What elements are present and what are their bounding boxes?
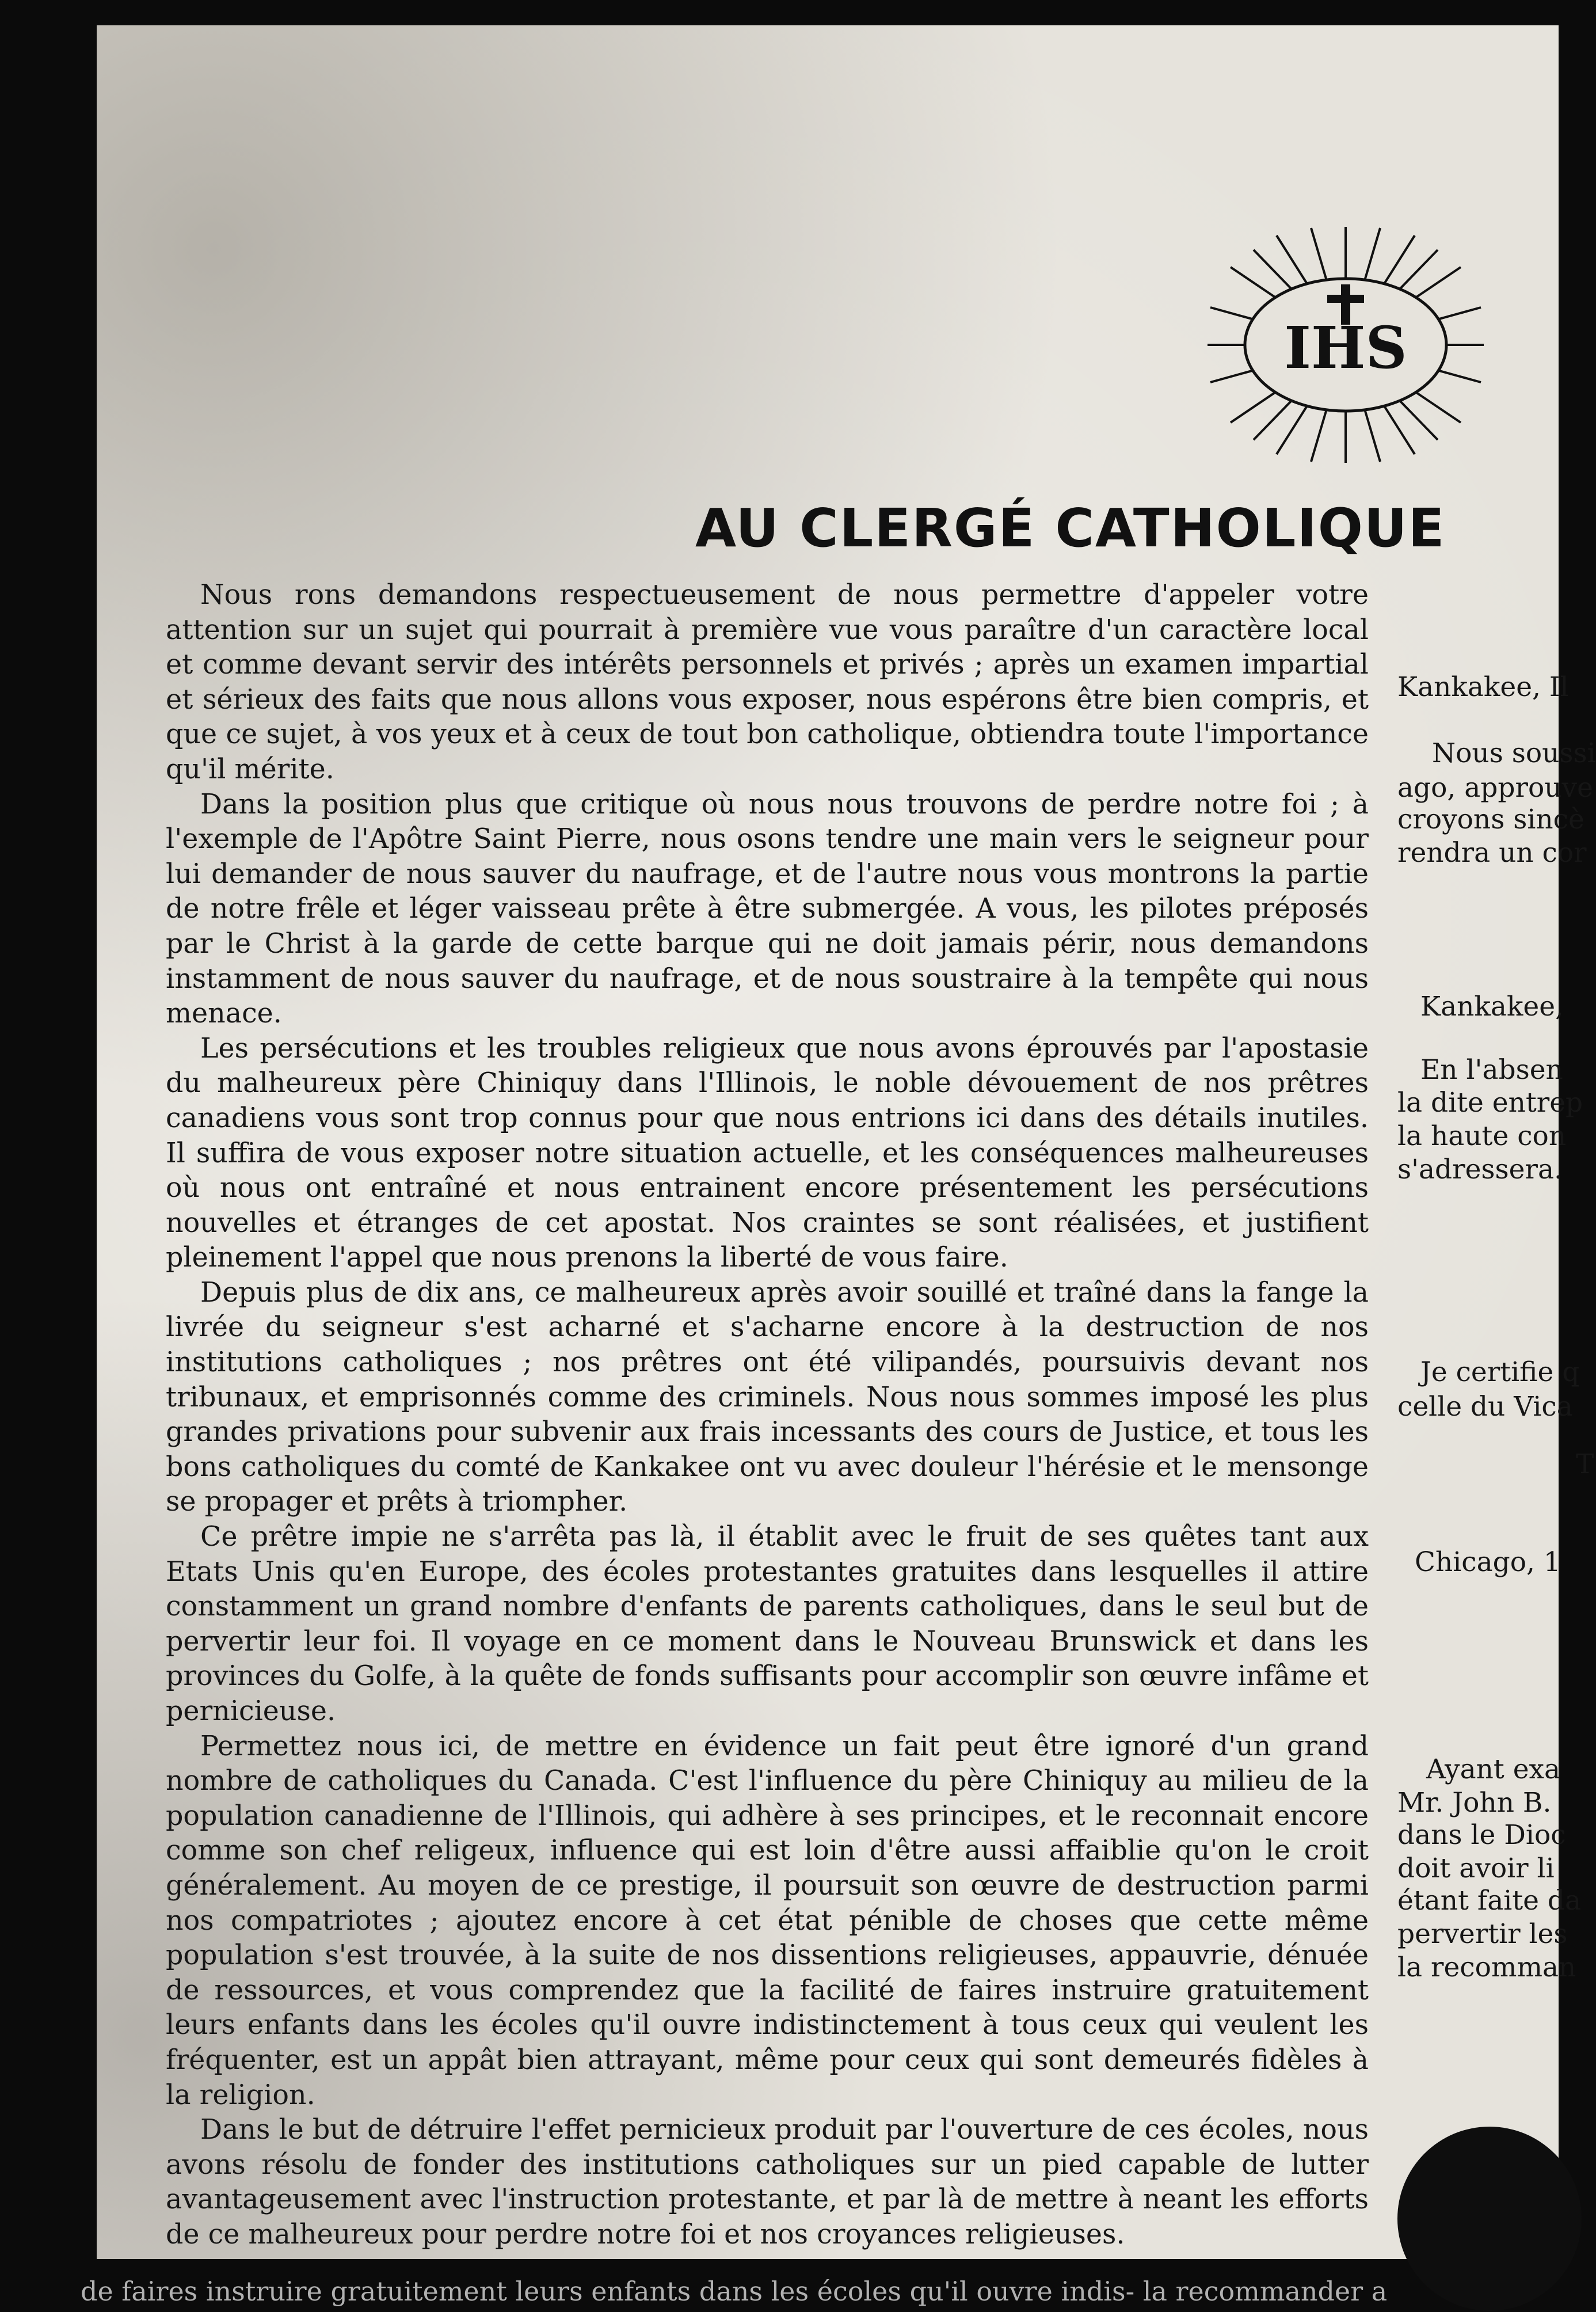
column-line: Je certifie q [1420,1356,1580,1388]
column-line: la dite entrep [1397,1087,1583,1119]
column-line: Ayant exa [1426,1754,1561,1785]
paragraph: Nous rons demandons respectueusement de nous permettre d'appeler votre attention sur un sujet qui pourrait à première vue vous paraître d'un caractère local et comme devant servir des intérêts personnels et privés ; après un examen impartial et sérieux des faits que nous allons vous exposer, nous espérons être bien compris, et que ce sujet, à vos yeux et à ceux de tout bon catholique, obtiendra toute l'importance qu'il mérite. [166,579,1369,785]
column-line: s'adressera. [1397,1154,1563,1185]
article-body [166,578,1369,2253]
column-line: Kankakee, Il [1397,671,1569,703]
column-line: dans le Dioc [1397,1819,1566,1851]
column-line: Nous soussi [1432,737,1596,769]
bleed-through-strip: de faires instruire gratuitement leurs enfants dans les écoles qu'il ouvre indis- la recommander a [81,2276,1388,2307]
column-line: doit avoir li [1397,1853,1555,1884]
column-line: ago, approuve [1397,772,1593,804]
column-line: rendra un cor [1397,837,1587,869]
ihs-monogram: IHS [1284,314,1407,382]
column-line: Kankakee, [1420,991,1564,1022]
headline: AU CLERGÉ CATHOLIQUE [695,497,1446,559]
column-line: la haute con [1397,1120,1567,1152]
paragraph: Dans la position plus que critique où nous nous trouvons de perdre notre foi ; à l'exemple de l'Apôtre Saint Pierre, nous osons tendre une main vers le seigneur pour lui demander de nous sauver du naufrage, et de l'autre nous vous montrons la partie de notre frêle et léger vaisseau prête à être submergée. A vous, les pilotes préposés par le Christ à la garde de cette barque qui ne doit jamais périr, nous demandons instamment de nous sauver du naufrage, et de nous soustraire à la tempête qui nous menace. [166,788,1369,1030]
column-line: étant faite da [1397,1885,1582,1916]
column-line: Mr. John B. [1397,1787,1552,1819]
paragraph: Les persécutions et les troubles religieux que nous avons éprouvés par l'apostasie du malheureux père Chiniquy dans l'Illinois, le noble dévouement de nos prêtres canadiens vous sont trop connus pour que nous entrions ici dans des détails inutiles. Il suffira de vous exposer notre situation actuelle, et les conséquences malheureuses où nous ont entraîné et nous entrainent encore présentement les persécutions nouvelles et étranges de cet apostat. Nos craintes se sont réalisées, et justifient pleinement l'appel que nous prenons la liberté de vous faire. [166,1032,1369,1274]
paragraph: Permettez nous ici, de mettre en évidence un fait peut être ignoré d'un grand nombre de catholiques du Canada. C'est l'influence du père Chiniquy au milieu de la population canadienne de l'Illinois, qui adhère à ses principes, et le reconnait encore comme son chef religeux, influence qui est loin d'être aussi affaiblie qu'on le croit généralement. Au moyen de ce prestige, il poursuit son œuvre de destruction parmi nos compatriotes ; ajoutez encore à cet état pénible de choses que cette même population s'est trouvée, à la suite de nos dissentions religieuses, appauvrie, dénuée de ressources, et vous comprendez que la facilité de faires instruire gratuitement leurs enfants dans les écoles qu'il ouvre indistinctement à tous ceux qui veulent les fréquenter, est un appât bien attrayant, même pour ceux qui sont demeurés fidèles à la religion. [166,1730,1369,2111]
paragraph: Dans le but de détruire l'effet pernicieux produit par l'ouverture de ces écoles, nous avons résolu de fonder des institutions catholiques sur un pied capable de lutter avantageusement avec l'instruction protestante, et par là de mettre à neant les efforts de ce malheureux pour perdre notre foi et nos croyances religieuses. [166,2114,1369,2250]
column-line: celle du Vica [1397,1391,1573,1423]
newspaper-page [97,25,1596,2259]
paragraph: Depuis plus de dix ans, ce malheureux après avoir souillé et traîné dans la fange la livrée du seigneur s'est acharné et s'acharne encore à la destruction de nos institutions catholiques ; nos prêtres ont été vilipandés, poursuivis devant nos tribunaux, et emprisonnés comme des criminels. Nous nous sommes imposé les plus grandes privations pour subvenir aux frais incessants des cours de Justice, et tous les bons catholiques du comté de Kankakee ont vu avec douleur l'hérésie et le mensonge se propager et prêts à triompher. [166,1276,1369,1518]
column-line: Chicago, 1 [1415,1546,1561,1578]
column-line: croyons sincè [1397,804,1584,835]
column-line: pervertir les [1397,1918,1568,1950]
adjacent-column-fragment [1363,25,1596,2259]
paragraph: Ce prêtre impie ne s'arrêta pas là, il établit avec le fruit de ses quêtes tant aux Etats Unis qu'en Europe, des écoles protestantes gratuites dans lesquelles il attire constamment un grand nombre d'enfants de parents catholiques, dans le seul but de pervertir leur foi. Il voyage en ce moment dans le Nouveau Brunswick et dans les provinces du Golfe, à la quête de fonds suffisants pour accomplir son œuvre infâme et pernicieuse. [166,1521,1369,1727]
column-line: T [1576,1448,1594,1480]
column-line: En l'absen [1420,1054,1563,1086]
column-line: la recomman [1397,1952,1576,1983]
